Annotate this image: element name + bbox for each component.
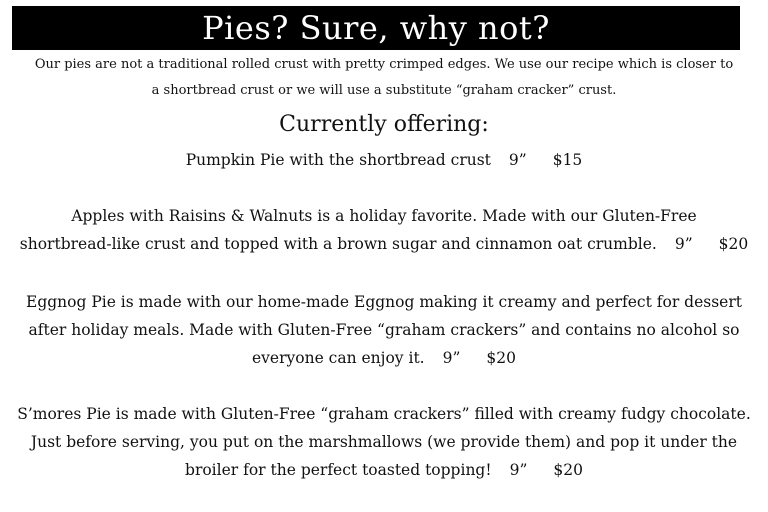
item-description: everyone can enjoy it. — [252, 349, 425, 367]
item-price: $20 — [553, 461, 583, 479]
intro-line: Our pies are not a traditional rolled crust with pretty crimped edges. We use our recipe which is closer to — [34, 57, 734, 72]
item-description-line — [0, 146, 768, 174]
item-price: $20 — [486, 349, 516, 367]
item-description: Pumpkin Pie with the shortbread crust — [185, 151, 491, 169]
menu-item-eggnog-pie — [0, 288, 768, 372]
menu-item-apple-pie — [0, 202, 768, 258]
item-description-line: after holiday meals. Made with Gluten-Free “graham crackers” and contains no alcohol so — [28, 321, 740, 339]
menu-item-smores-pie — [0, 400, 768, 484]
page-title: Pies? Sure, why not? — [202, 9, 550, 47]
page-title-banner — [12, 6, 740, 50]
item-size: 9” — [674, 235, 693, 253]
item-description-line: Apples with Raisins & Walnuts is a holiday favorite. Made with our Gluten-Free — [71, 207, 697, 225]
intro-paragraph — [0, 52, 768, 104]
item-description-line — [0, 344, 768, 372]
item-description-line: Eggnog Pie is made with our home-made Eggnog making it creamy and perfect for dessert — [26, 293, 742, 311]
item-description-line — [0, 230, 768, 258]
item-price: $20 — [718, 235, 749, 253]
menu-item-pumpkin-pie — [0, 146, 768, 174]
item-description: broiler for the perfect toasted topping! — [185, 461, 492, 479]
item-size: 9” — [508, 151, 527, 169]
item-description-line — [0, 456, 768, 484]
intro-line: a shortbread crust or we will use a substitute “graham cracker” crust. — [151, 83, 617, 98]
item-price: $15 — [552, 151, 583, 169]
item-size: 9” — [509, 461, 528, 479]
item-description: shortbread-like crust and topped with a brown sugar and cinnamon oat crumble. — [19, 235, 657, 253]
item-description-line: Just before serving, you put on the marshmallows (we provide them) and pop it under the — [30, 433, 738, 451]
section-heading: Currently offering: — [279, 112, 489, 137]
item-description-line: S’mores Pie is made with Gluten-Free “graham crackers” filled with creamy fudgy chocolate. — [17, 405, 751, 423]
item-size: 9” — [442, 349, 461, 367]
